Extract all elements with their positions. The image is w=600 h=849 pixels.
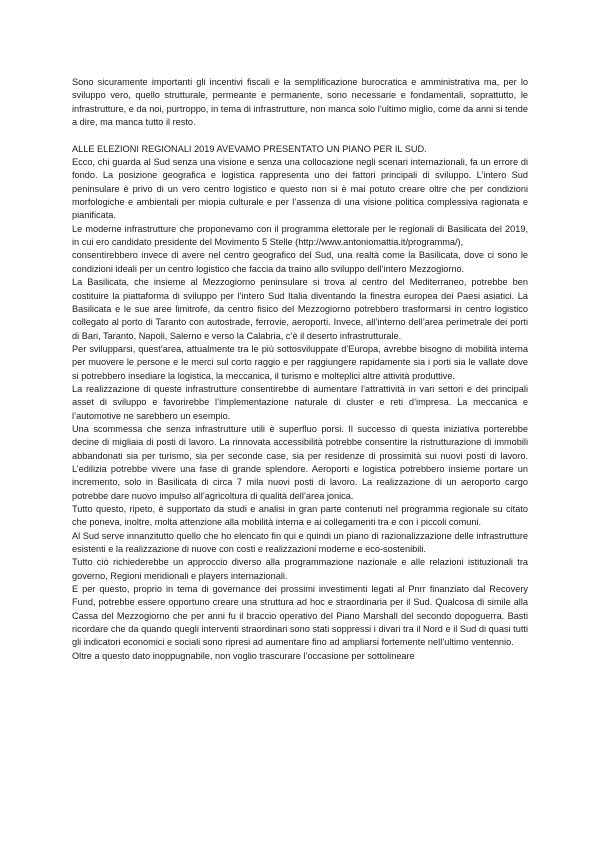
paragraph: La realizzazione di queste infrastrutture consentirebbe di aumentare l’attrattività in vari settori e dei principali asset di sviluppo e favorirebbe l’implementazione naturale di cluster e reti d’impresa. La meccanica e l’automotive ne sarebbero un esempio. [72, 383, 528, 421]
paragraph: E per questo, proprio in tema di governance dei prossimi investimenti legati al Pnrr finanziato dal Recovery Fund, potrebbe essere opportuno creare una struttura ad hoc e straordinaria per il Sud. Qualcosa di simile alla Cassa del Mezzogiorno che per anni fu il braccio operativo del Piano Marshall del secondo dopoguerra. Basti ricordare che da quando quegli interventi straordinari sono stati soppressi i divari tra il Nord e il Sud di quasi tutti gli indicatori economici e sociali sono ripresi ad aumentare fino ad ampliarsi fortemente nell’ultimo ventennio. [72, 584, 528, 648]
paragraph-trailing: Oltre a questo dato inoppugnabile, non voglio trascurare l’occasione per sottolineare [72, 650, 415, 661]
paragraph: consentirebbero invece di avere nel centro geografico del Sud, una realtà come la Basilicata, dove ci sono le condizioni ideali per un centro logistico che faccia da traino allo sviluppo dell’intero Mezzogiorno. [72, 250, 528, 274]
paragraph: Tutto ciò richiederebbe un approccio diverso alla programmazione nazionale e alle relazioni istituzionali tra governo, Regioni meridionali e players internazionali. [72, 557, 528, 581]
section-heading: ALLE ELEZIONI REGIONALI 2019 AVEVAMO PRESENTATO UN PIANO PER IL SUD. [72, 143, 427, 154]
paragraph: Una scommessa che senza infrastrutture utili è superfluo porsi. Il successo di questa iniziativa porterebbe decine di migliaia di posti di lavoro. La rinnovata accessibilità potrebbe consentire la ristrutturazione di immobili abbandonati sia per turismo, sia per seconde case, sia per residenze di prossimità sui nuovi posti di lavoro. L’edilizia potrebbe vivere una fase di grande splendore. Aeroporti e logistica potrebbero insieme portare un incremento, solo in Basilicata di circa 7 mila nuovi posti di lavoro. La realizzazione di un aeroporto cargo potrebbe dare nuovo impulso all’agricoltura di qualità dell’area jonica. [72, 423, 528, 501]
document-body [72, 76, 528, 663]
paragraph: Al Sud serve innanzitutto quello che ho elencato fin qui e quindi un piano di razionalizzazione delle infrastrutture esistenti e la realizzazione di nuove con costi e realizzazioni moderne e eco-sostenibili. [72, 530, 528, 555]
paragraph-intro: Sono sicuramente importanti gli incentivi fiscali e la semplificazione burocratica e amministrativa ma, per lo sviluppo vero, quello strutturale, permeante e permanente, sono necessarie e fondamentali, soprattutto, le infrastrutture, e da noi, purtroppo, in tema di infrastrutture, non manca solo l’ultimo miglio, come da anni si tende a dire, ma manca tutto il resto. [72, 77, 528, 128]
paragraph: Tutto questo, ripeto, è supportato da studi e analisi in gran parte contenuti nel programma regionale su citato che poneva, inoltre, molta attenzione alla mobilità interna e ai collegamenti tra e con i piccoli comuni. [72, 504, 528, 528]
paragraph: Per svilupparsi, quest’area, attualmente tra le più sottosviluppate d’Europa, avrebbe bisogno di mobilità interna per muovere le persone e le merci sul corto raggio e per raggiungere rapidamente sia i porti sia le vallate dove si potrebbero insediare la logistica, la meccanica, il turismo e molteplici altre attività produttive. [72, 343, 528, 381]
paragraph: La Basilicata, che insieme al Mezzogiorno peninsulare si trova al centro del Mediterraneo, potrebbe ben costituire la piattaforma di sviluppo per l’intero Sud Italia diventando la finestra europea dei Paesi asiatici. La Basilicata e le sue aree limitrofe, da centro fisico del Mezzogiorno potrebbero trasformarsi in centro logistico collegato al porto di Taranto con autostrade, ferrovie, aeroporti. Invece, all’interno dell’area perimetrale dei porti di Bari, Taranto, Napoli, Salerno e verso la Calabria, c’è il deserto infrastrutturale. [72, 277, 528, 341]
paragraph: Le moderne infrastrutture che proponevamo con il programma elettorale per le regionali di Basilicata del 2019, in cui ero candidato presidente del Movimento 5 Stelle (http://www.antoniomattia.it/programma/), [72, 223, 528, 248]
paragraph: Ecco, chi guarda al Sud senza una visione e senza una collocazione negli scenari internazionali, fa un errore di fondo. La posizione geografica e logistica rappresenta uno dei fattori principali di sviluppo. L’intero Sud peninsulare è privo di un vero centro logistico e questo non si è mai potuto creare oltre che per condizioni morfologiche e ambientali per miopia culturale e per l’assenza di una visione politica complessiva ragionata e pianificata. [72, 157, 528, 221]
